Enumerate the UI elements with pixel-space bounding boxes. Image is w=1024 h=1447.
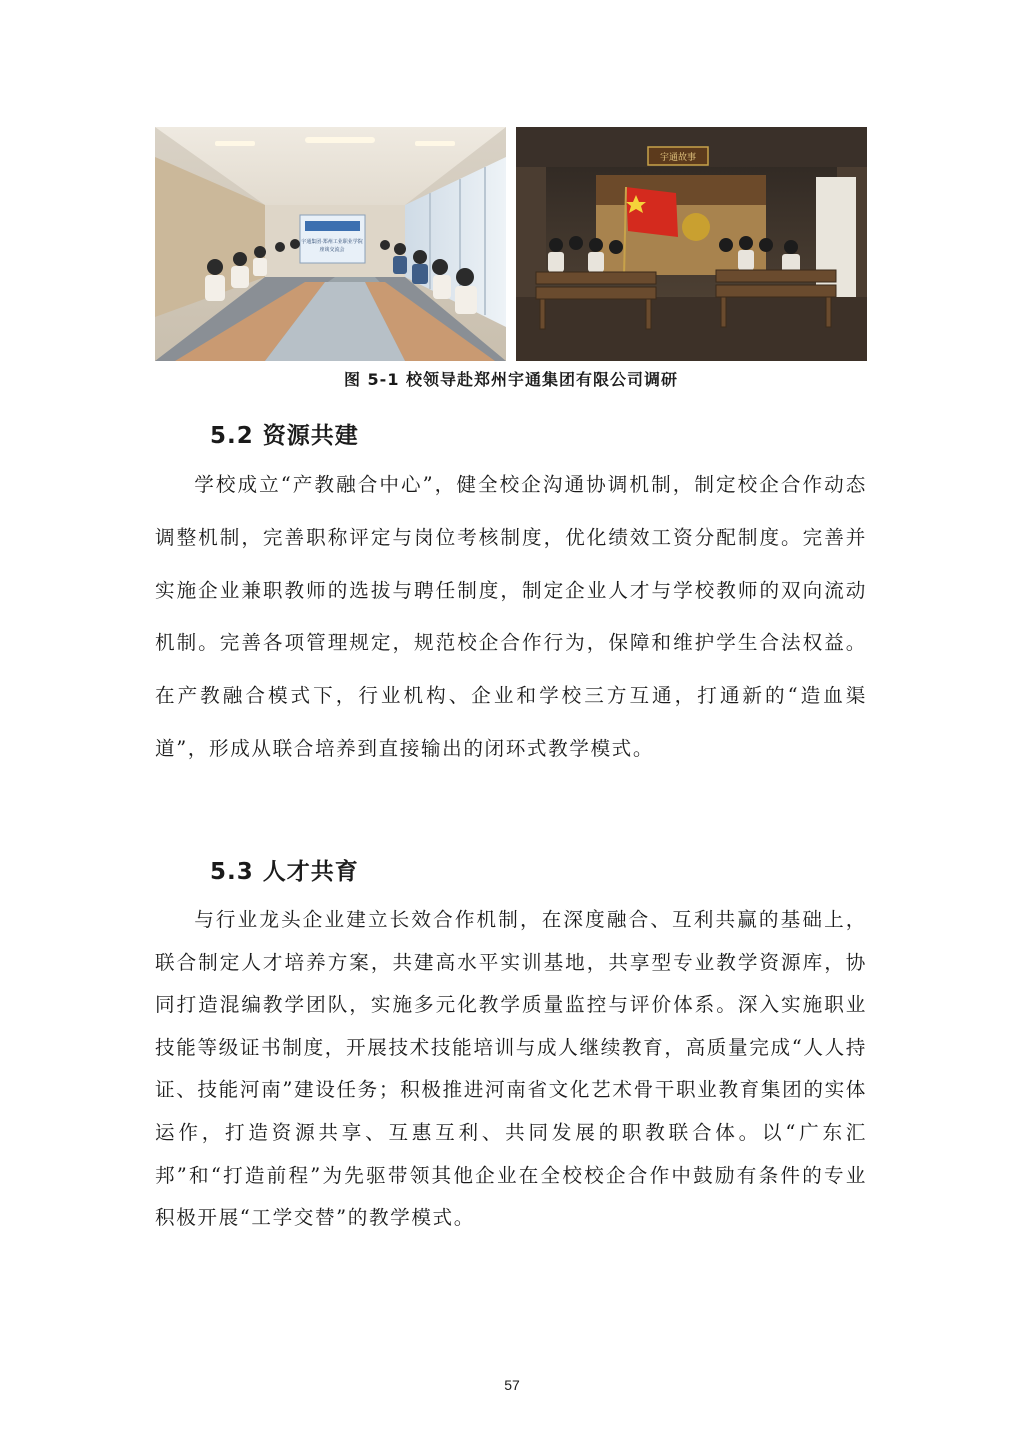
meeting-room-photo	[155, 127, 506, 361]
plaque-text: 宇通故事	[659, 153, 697, 163]
exhibition-hall-photo	[516, 127, 867, 361]
screen-text-line1: 宇通集团·郑州工业职业学院	[301, 239, 363, 245]
meeting-room-illustration	[155, 127, 506, 361]
figure-caption: 图 5-1 校领导赴郑州宇通集团有限公司调研	[343, 370, 679, 389]
section-title-resource-sharing: 5.2 资源共建	[210, 423, 359, 449]
screen-text-line2: 座谈交流会	[319, 247, 345, 253]
section-paragraph-talent-cultivation: 与行业龙头企业建立长效合作机制，在深度融合、互利共赢的基础上，联合制定人才培养方案，共建高水平实训基地，共享型专业教学资源库，协同打造混编教学团队，实施多元化教学质量监控与评价体系。深入实施职业技能等级证书制度，开展技术技能培训与成人继续教育，高质量完成“人人持证、技能河南”建设任务；积极推进河南省文化艺术骨干职业教育集团的实体运作，打造资源共享、互惠互利、共同发展的职教联合体。以“广东汇邦”和“打造前程”为先驱带领其他企业在全校校企合作中鼓励有条件的专业积极开展“工学交替”的教学模式。	[155, 908, 867, 1230]
page-number: 57	[504, 1377, 520, 1393]
section-title-talent-cultivation: 5.3 人才共育	[210, 859, 359, 885]
section-paragraph-resource-sharing: 学校成立“产教融合中心”，健全校企沟通协调机制，制定校企合作动态调整机制，完善职称评定与岗位考核制度，优化绩效工资分配制度。完善并实施企业兼职教师的选拔与聘任制度，制定企业人才与学校教师的双向流动机制。完善各项管理规定，规范校企合作行为，保障和维护学生合法权益。在产教融合模式下，行业机构、企业和学校三方互通，打通新的“造血渠道”，形成从联合培养到直接输出的闭环式教学模式。	[155, 473, 867, 760]
exhibition-hall-illustration	[516, 127, 867, 361]
